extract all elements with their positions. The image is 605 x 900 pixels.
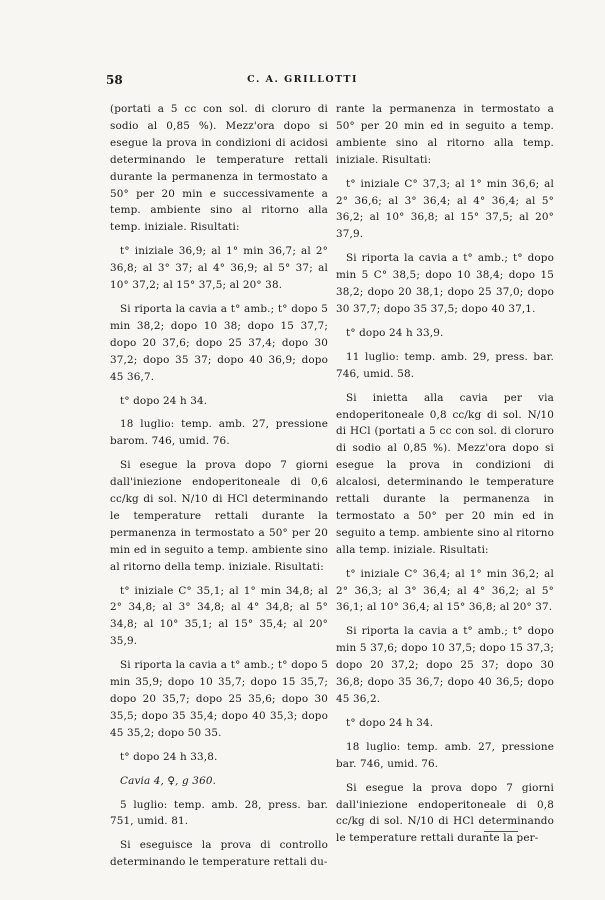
running-head: C. A. GRILLOTTI bbox=[247, 74, 358, 85]
paragraph: rante la permanenza in termostato a 50° per 20 min ed in seguito a temp. ambiente sino al ritorno alla temp. iniziale. Risultati: bbox=[336, 103, 554, 166]
decorative-dash bbox=[484, 831, 518, 832]
paragraph: 18 luglio: temp. amb. 27, pressione bar. 746, umid. 76. bbox=[336, 740, 554, 770]
paragraph: Si riporta la cavia a t° amb.; t° dopo 5 min 35,9; dopo 10 35,7; dopo 15 35,7; dopo 20 35,7; dopo 25 35,6; dopo 30 35,5; dopo 35 35,4; dopo 40 35,3; dopo 45 35,2; dopo 50 35. bbox=[110, 659, 328, 739]
paragraph: t° dopo 24 h 33,9. bbox=[346, 326, 444, 339]
paragraph: t° dopo 24 h 33,8. bbox=[120, 750, 218, 763]
paragraph: Si eseguisce la prova di controllo determinando le temperature rettali du- bbox=[110, 839, 328, 869]
paragraph: Si inietta alla cavia per via endoperitoneale 0,8 cc/kg di sol. N/10 di HCl (portati a 5 cc con sol. di cloruro di sodio al 0,85 %). Mezz'ora dopo si esegue la prova in condizioni di alcalosi, determinando le temperature rettali durante la permanenza in termostato a 50° per 20 min ed in seguito a temp. ambiente sino al ritorno alla temp. iniziale. Risultati: bbox=[336, 391, 554, 556]
paragraph: 18 luglio: temp. amb. 27, pressione barom. 746, umid. 76. bbox=[110, 418, 328, 448]
paragraph: Si riporta la cavia a t° amb.; t° dopo 5 min 38,2; dopo 10 38; dopo 15 37,7; dopo 20 37,6; dopo 25 37,4; dopo 30 37,2; dopo 35 37; dopo 40 36,9; dopo 45 36,7. bbox=[110, 302, 328, 383]
paragraph: (portati a 5 cc con sol. di cloruro di sodio al 0,85 %). Mezz'ora dopo si esegue la prova in condizioni di acidosi determinando le temperature rettali durante la permanenza in termostato a 50° per 20 min e successivamente a temp. ambiente sino al ritorno alla temp. iniziale. Risultati: bbox=[110, 103, 328, 234]
paragraph: t° iniziale C° 37,3; al 1° min 36,6; al 2° 36,6; al 3° 36,4; al 4° 36,4; al 5° 36,2; al 10° 36,8; al 15° 37,5; al 20° 37,9. bbox=[336, 177, 554, 241]
page-number: 58 bbox=[106, 73, 123, 87]
paragraph: t° dopo 24 h 34. bbox=[120, 394, 208, 407]
paragraph: t° iniziale C° 36,4; al 1° min 36,2; al 2° 36,3; al 3° 36,4; al 4° 36,2; al 5° 36,1; al 10° 36,4; al 15° 36,8; al 20° 37. bbox=[336, 567, 554, 614]
paragraph: Si esegue la prova dopo 7 giorni dall'iniezione endoperitoneale di 0,6 cc/kg di sol. N/10 di HCl determinando le temperature rettali durante la permanenza in termostato a 50° per 20 min ed in seguito a temp. ambiente sino al ritorno della temp. iniziale. Risultati: bbox=[110, 459, 328, 573]
paragraph: t° iniziale 36,9; al 1° min 36,7; al 2° 36,8; al 3° 37; al 4° 36,9; al 5° 37; al 10° 37,2; al 15° 37,5; al 20° 38. bbox=[110, 245, 328, 292]
specimen-heading: Cavia 4, ♀, g 360. bbox=[120, 774, 217, 787]
paragraph: t° iniziale C° 35,1; al 1° min 34,8; al 2° 34,8; al 3° 34,8; al 4° 34,8; al 5° 34,8; al 10° 35,1; al 15° 35,4; al 20° 35,9. bbox=[110, 584, 328, 648]
paragraph: 5 luglio: temp. amb. 28, press. bar. 751, umid. 81. bbox=[110, 798, 328, 828]
left-column bbox=[110, 101, 328, 878]
paragraph: t° dopo 24 h 34. bbox=[346, 716, 434, 729]
right-column bbox=[336, 101, 554, 854]
paragraph: Si esegue la prova dopo 7 giorni dall'iniezione endoperitoneale di 0,8 cc/kg di sol. N/10 di HCl determinando le temperature rettali durante la per- bbox=[336, 781, 554, 845]
paragraph: Si riporta la cavia a t° amb.; t° dopo min 5 C° 38,5; dopo 10 38,4; dopo 15 38,2; dopo 20 38,1; dopo 25 37,0; dopo 30 37,7; dopo 35 37,5; dopo 40 37,1. bbox=[336, 252, 554, 315]
paragraph: 11 luglio: temp. amb. 29, press. bar. 746, umid. 58. bbox=[336, 350, 554, 380]
paragraph: Si riporta la cavia a t° amb.; t° dopo min 5 37,6; dopo 10 37,5; dopo 15 37,3; dopo 20 37,2; dopo 25 37; dopo 30 36,8; dopo 35 36,7; dopo 40 36,5; dopo 45 36,2. bbox=[336, 625, 554, 705]
